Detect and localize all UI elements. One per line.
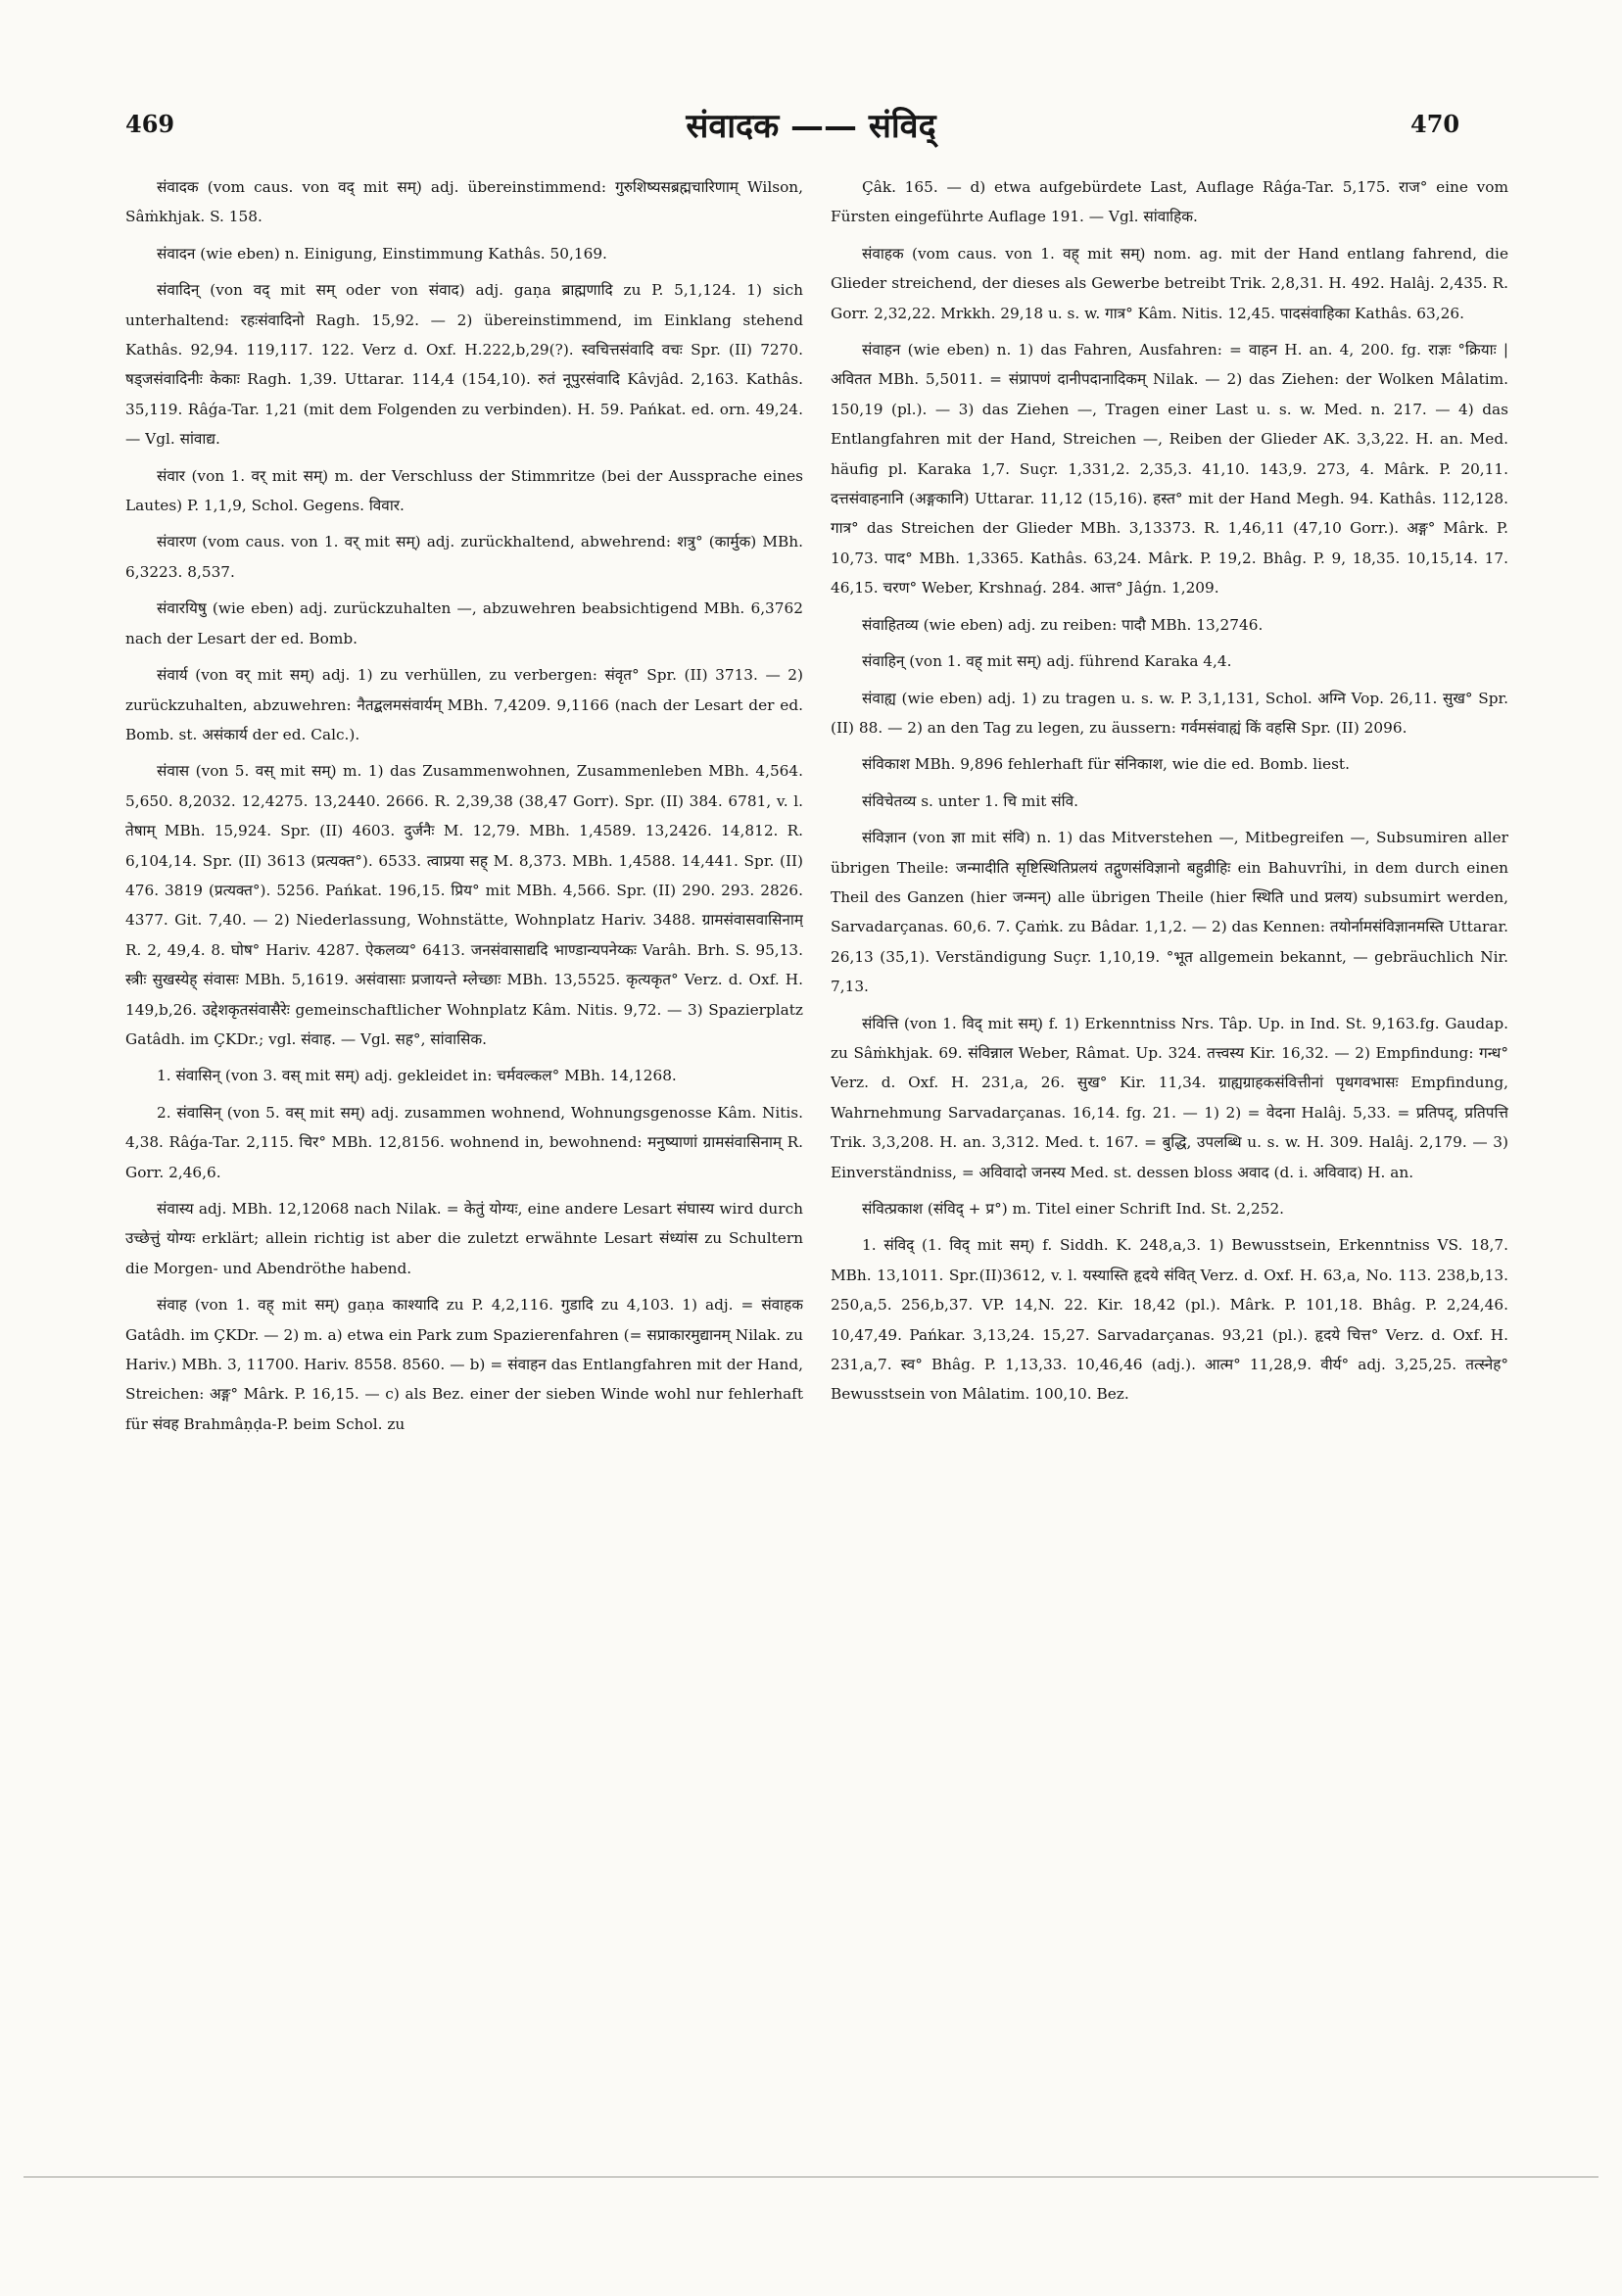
entry-samvara: संवार (von 1. वर् mit सम्) m. der Verschluss der Stimmritze (bei der Aussprache eines Lautes) P. 1,1,9, Schol. Gegens. विवार. [125,466,803,515]
entry-samvadin: संवादिन् (von वद् mit सम् oder von संवाद) adj. gaṇa ब्राह्मणादि zu P. 5,1,124. 1) sich unterhaltend: रहःसंवादिनो Ragh. 15,92. — 2) übereinstimmend, im Einklang stehend Kathâs. 92,94. 119,117. 122. Verz d. Oxf. H.222,b,29(?). स्वचित्तसंवादि वचः Spr. (II) 7270. षड्जसंवादिनीः केकाः Ragh. 1,39. Uttarar. 114,4 (154,10). रुतं नूपुरसंवादि Kâvjâd. 2,163. Kathâs. 35,119. Râǵa-Tar. 1,21 (mit dem Folgenden zu verbinden). H. 59. Pańkat. ed. orn. 49,24. — Vgl. सांवाद्य. [125,281,803,449]
entry-samvasin-2: 2. संवासिन् (von 5. वस् mit सम्) adj. zusammen wohnend, Wohnungsgenosse Kâm. Nitis. 4,38. Râǵa-Tar. 2,115. चिर° MBh. 12,8156. wohnend in, bewohnend: मनुष्याणां ग्रामसंवासिनाम् R. Gorr. 2,46,6. [125,1103,803,1181]
entry-samvahya: संवाह्य (wie eben) adj. 1) zu tragen u. s. w. P. 3,1,131, Schol. अग्नि Vop. 26,11. सुख° Spr. (II) 88. — 2) an den Tag zu legen, zu äussern: गर्वमसंवाह्यं किं वहसि Spr. (II) 2096. [831,689,1508,737]
entry-samvahaka: संवाहक (vom caus. von 1. वह् mit सम्) nom. ag. mit der Hand entlang fahrend, die Glieder streichend, der dieses als Gewerbe betreibt Trik. 2,8,31. H. 492. Halâj. 2,435. R. Gorr. 2,32,22. Mrkkh. 29,18 u. s. w. गात्र° Kâm. Nitis. 12,45. पादसंवाहिका Kathâs. 63,26. [831,244,1508,322]
entry-samvicetavya: संविचेतव्य s. unter 1. चि mit संवि. [862,791,1078,810]
entry-samvikasha: संविकाश MBh. 9,896 fehlerhaft für संनिकाश, wie die ed. Bomb. liest. [862,755,1350,774]
entry-samvijnana: संविज्ञान (von ज्ञा mit संवि) n. 1) das Mitverstehen —, Mitbegreifen —, Subsumiren aller übrigen Theile: जन्मादीति सृष्टिस्थितिप्रलयं तद्गुणसंविज्ञानो बहुव्रीहिः ein Bahuvrîhi, in dem durch einen Theil des Ganzen (hier जन्मन्) alle übrigen Theile (hier स्थिति und प्रलय) subsumirt werden, Sarvadarçanas. 60,6. 7. Çaṁk. zu Bâdar. 1,1,2. — 2) das Kennen: तयोर्नामसंविज्ञानमस्ति Uttarar. 26,13 (35,1). Verständigung Suçr. 1,10,19. °भूत allgemein bekannt, — gebräuchlich Nir. 7,13. [831,829,1508,996]
entry-samvadana: संवादन (wie eben) n. Einigung, Einstimmung Kathâs. 50,169. [157,244,607,263]
entry-samvadaka: संवादक (vom caus. von वद् mit सम्) adj. übereinstimmend: गुरुशिष्यसब्रह्मचारिणाम् Wilson, Sâṁkhjak. S. 158. [125,178,803,226]
entry-samvid-1: 1. संविद् (1. विद् mit सम्) f. Siddh. K. 248,a,3. 1) Bewusstsein, Erkenntniss VS. 18,7. MBh. 13,1011. Spr.(II)3612, v. l. यस्यास्ति हृदये संवित् Verz. d. Oxf. H. 63,a, No. 113. 238,b,13. 250,a,5. 256,b,37. VP. 14,N. 22. Kir. 18,42 (pl.). Mârk. P. 101,18. Bhâg. P. 2,24,46. 10,47,49. Pańkar. 3,13,24. 15,27. Sarvadarçanas. 93,21 (pl.). हृदये चित्त° Verz. d. Oxf. H. 231,a,7. स्व° Bhâg. P. 1,13,33. 10,46,46 (adj.). आत्म° 11,28,9. वीर्य° adj. 3,25,25. तत्स्नेह° Bewusstsein von Mâlatim. 100,10. Bez. [831,1236,1508,1404]
entry-samvitti: संवित्ति (von 1. विद् mit सम्) f. 1) Erkenntniss Nrs. Tâp. Up. in Ind. St. 9,163.fg. Gaudap. zu Sâṁkhjak. 69. संविन्नाल Weber, Râmat. Up. 324. तत्त्वस्य Kir. 16,32. — 2) Empfindung: गन्ध° Verz. d. Oxf. H. 231,a, 26. सुख° Kir. 11,34. ग्राह्यग्राहकसंवित्तीनां पृथगवभासः Empfindung, Wahrnehmung Sarvadarçanas. 16,14. fg. 21. — 1) 2) = वेदना Halâj. 5,33. = प्रतिपद्, प्रतिपत्ति Trik. 3,3,208. H. an. 3,312. Med. t. 167. = बुद्धि, उपलब्धि u. s. w. H. 309. Halâj. 2,179. — 3) Einverständniss, = अविवादो जनस्य Med. st. dessen bloss अवाद (d. i. अविवाद) H. an. [831,1014,1508,1181]
entry-samvaha: संवाह (von 1. वह् mit सम्) gaṇa काश्यादि zu P. 4,2,116. गुडादि zu 4,103. 1) adj. = संवाहक Gatâdh. im ÇKDr. — 2) m. a) etwa ein Park zum Spazierenfahren (= सप्राकारमुद्यानम् Nilak. zu Hariv.) MBh. 3, 11700. Hariv. 8558. 8560. — b) = संवाहन das Entlangfahren mit der Hand, Streichen: अङ्ग° Mârk. P. 16,15. — c) als Bez. einer der sieben Winde wohl nur fehlerhaft für संवह Brahmâṇḍa-P. beim Schol. zu [125,1296,803,1433]
entry-samvasin-1: 1. संवासिन् (von 3. वस् mit सम्) adj. gekleidet in: चर्मवल्कल° MBh. 14,1268. [157,1067,677,1085]
left-column [125,172,803,2131]
bottom-rule [24,2176,1598,2177]
page-number-right: 470 [1410,110,1460,138]
entry-samvitprakasha: संवित्प्रकाश (संविद् + प्र°) m. Titel einer Schrift Ind. St. 2,252. [862,1200,1285,1218]
entry-samvasa: संवास (von 5. वस् mit सम्) m. 1) das Zusammenwohnen, Zusammenleben MBh. 4,564. 5,650. 8,2032. 12,4275. 13,2440. 2666. R. 2,39,38 (38,47 Gorr). Spr. (II) 384. 6781, v. l. तेषाम् MBh. 15,924. Spr. (II) 4603. दुर्जनैः M. 12,79. MBh. 1,4589. 13,2426. 14,812. R. 6,104,14. Spr. (II) 3613 (प्रत्यक्त°). 6533. त्वाप्रया सह् M. 8,373. MBh. 1,4588. 14,441. Spr. (II) 476. 3819 (प्रत्यक्त°). 5256. Pańkat. 196,15. प्रिय° mit MBh. 4,566. Spr. (II) 290. 293. 2826. 4377. Git. 7,40. — 2) Niederlassung, Wohnstätte, Wohnplatz Hariv. 3488. ग्रामसंवासवासिनाम् R. 2, 49,4. 8. घोष° Hariv. 4287. ऐकलव्य° 6413. जनसंवासाद्यदि भाण्डान्यपनेय्कः Varâh. Brh. S. 95,13. स्त्रीः सुखस्येह् संवासः MBh. 5,1619. असंवासाः प्रजायन्ते म्लेच्छाः MBh. 13,5525. कृत्यकृत° Verz. d. Oxf. H. 149,b,26. उद्देशकृतसंवासैरेः gemeinschaftlicher Wohnplatz Kâm. Nitis. 9,72. — 3) Spazierplatz Gatâdh. im ÇKDr.; vgl. संवाह. — Vgl. सह°, सांवासिक. [125,762,803,1048]
page-number-left: 469 [125,110,175,138]
right-column [831,172,1508,2131]
entry-samvarayishu: संवारयिषु (wie eben) adj. zurückzuhalten —, abzuwehren beabsichtigend MBh. 6,3762 nach der Lesart der ed. Bomb. [125,599,803,647]
entry-samvarya: संवार्य (von वर् mit सम्) adj. 1) zu verhüllen, zu verbergen: संवृत° Spr. (II) 3713. — 2) zurückzuhalten, abzuwehren: नैतद्बलमसंवार्यम् MBh. 7,4209. 9,1166 (nach der Lesart der ed. Bomb. st. असंकार्य der ed. Calc.). [125,666,803,743]
entry-samvarana: संवारण (vom caus. von 1. वर् mit सम्) adj. zurückhaltend, abwehrend: शत्रु° (कार्मुक) MBh. 6,3223. 8,537. [125,533,803,581]
entry-samvaha-continued: Çâk. 165. — d) etwa aufgebürdete Last, Auflage Râǵa-Tar. 5,175. राज° eine vom Fürsten eingeführte Auflage 191. — Vgl. सांवाहिक. [831,178,1508,226]
entry-samvahin: संवाहिन् (von 1. वह् mit सम्) adj. führend Karaka 4,4. [862,652,1232,671]
running-head: संवादक —— संविद् [686,107,936,146]
entry-samvasya: संवास्य adj. MBh. 12,12068 nach Nilak. = केतुं योग्यः, eine andere Lesart संघास्य wird durch उच्छेत्तुं योग्यः erklärt; allein richtig ist aber die zuletzt erwähnte Lesart संध्यांस zu Schultern die Morgen- und Abendröthe habend. [125,1200,803,1277]
entry-samvahana: संवाहन (wie eben) n. 1) das Fahren, Ausfahren: = वाहन H. an. 4, 200. fg. राज्ञः °क्रियाः | अवितत MBh. 5,5011. = संप्रापणं दानीपदानादिकम् Nilak. — 2) das Ziehen: der Wolken Mâlatim. 150,19 (pl.). — 3) das Ziehen —, Tragen einer Last u. s. w. Med. n. 217. — 4) das Entlangfahren mit der Hand, Streichen —, Reiben der Glieder AK. 3,3,22. H. an. Med. häufig pl. Karaka 1,7. Suçr. 1,331,2. 2,35,3. 41,10. 143,9. 273, 4. Mârk. P. 20,11. दत्तसंवाहनानि (अङ्गकानि) Uttarar. 11,12 (15,16). हस्त° mit der Hand Megh. 94. Kathâs. 112,128. गात्र° das Streichen der Glieder MBh. 3,13373. R. 1,46,11 (47,10 Gorr.). अङ्ग° Mârk. P. 10,73. पाद° MBh. 1,3365. Kathâs. 63,24. Mârk. P. 19,2. Bhâg. P. 9, 18,35. 10,15,14. 17. 46,15. चरण° Weber, Krshnaǵ. 284. आत्त° Jâǵn. 1,209. [831,341,1508,598]
entry-samvahitavya: संवाहितव्य (wie eben) adj. zu reiben: पादौ MBh. 13,2746. [862,615,1264,634]
